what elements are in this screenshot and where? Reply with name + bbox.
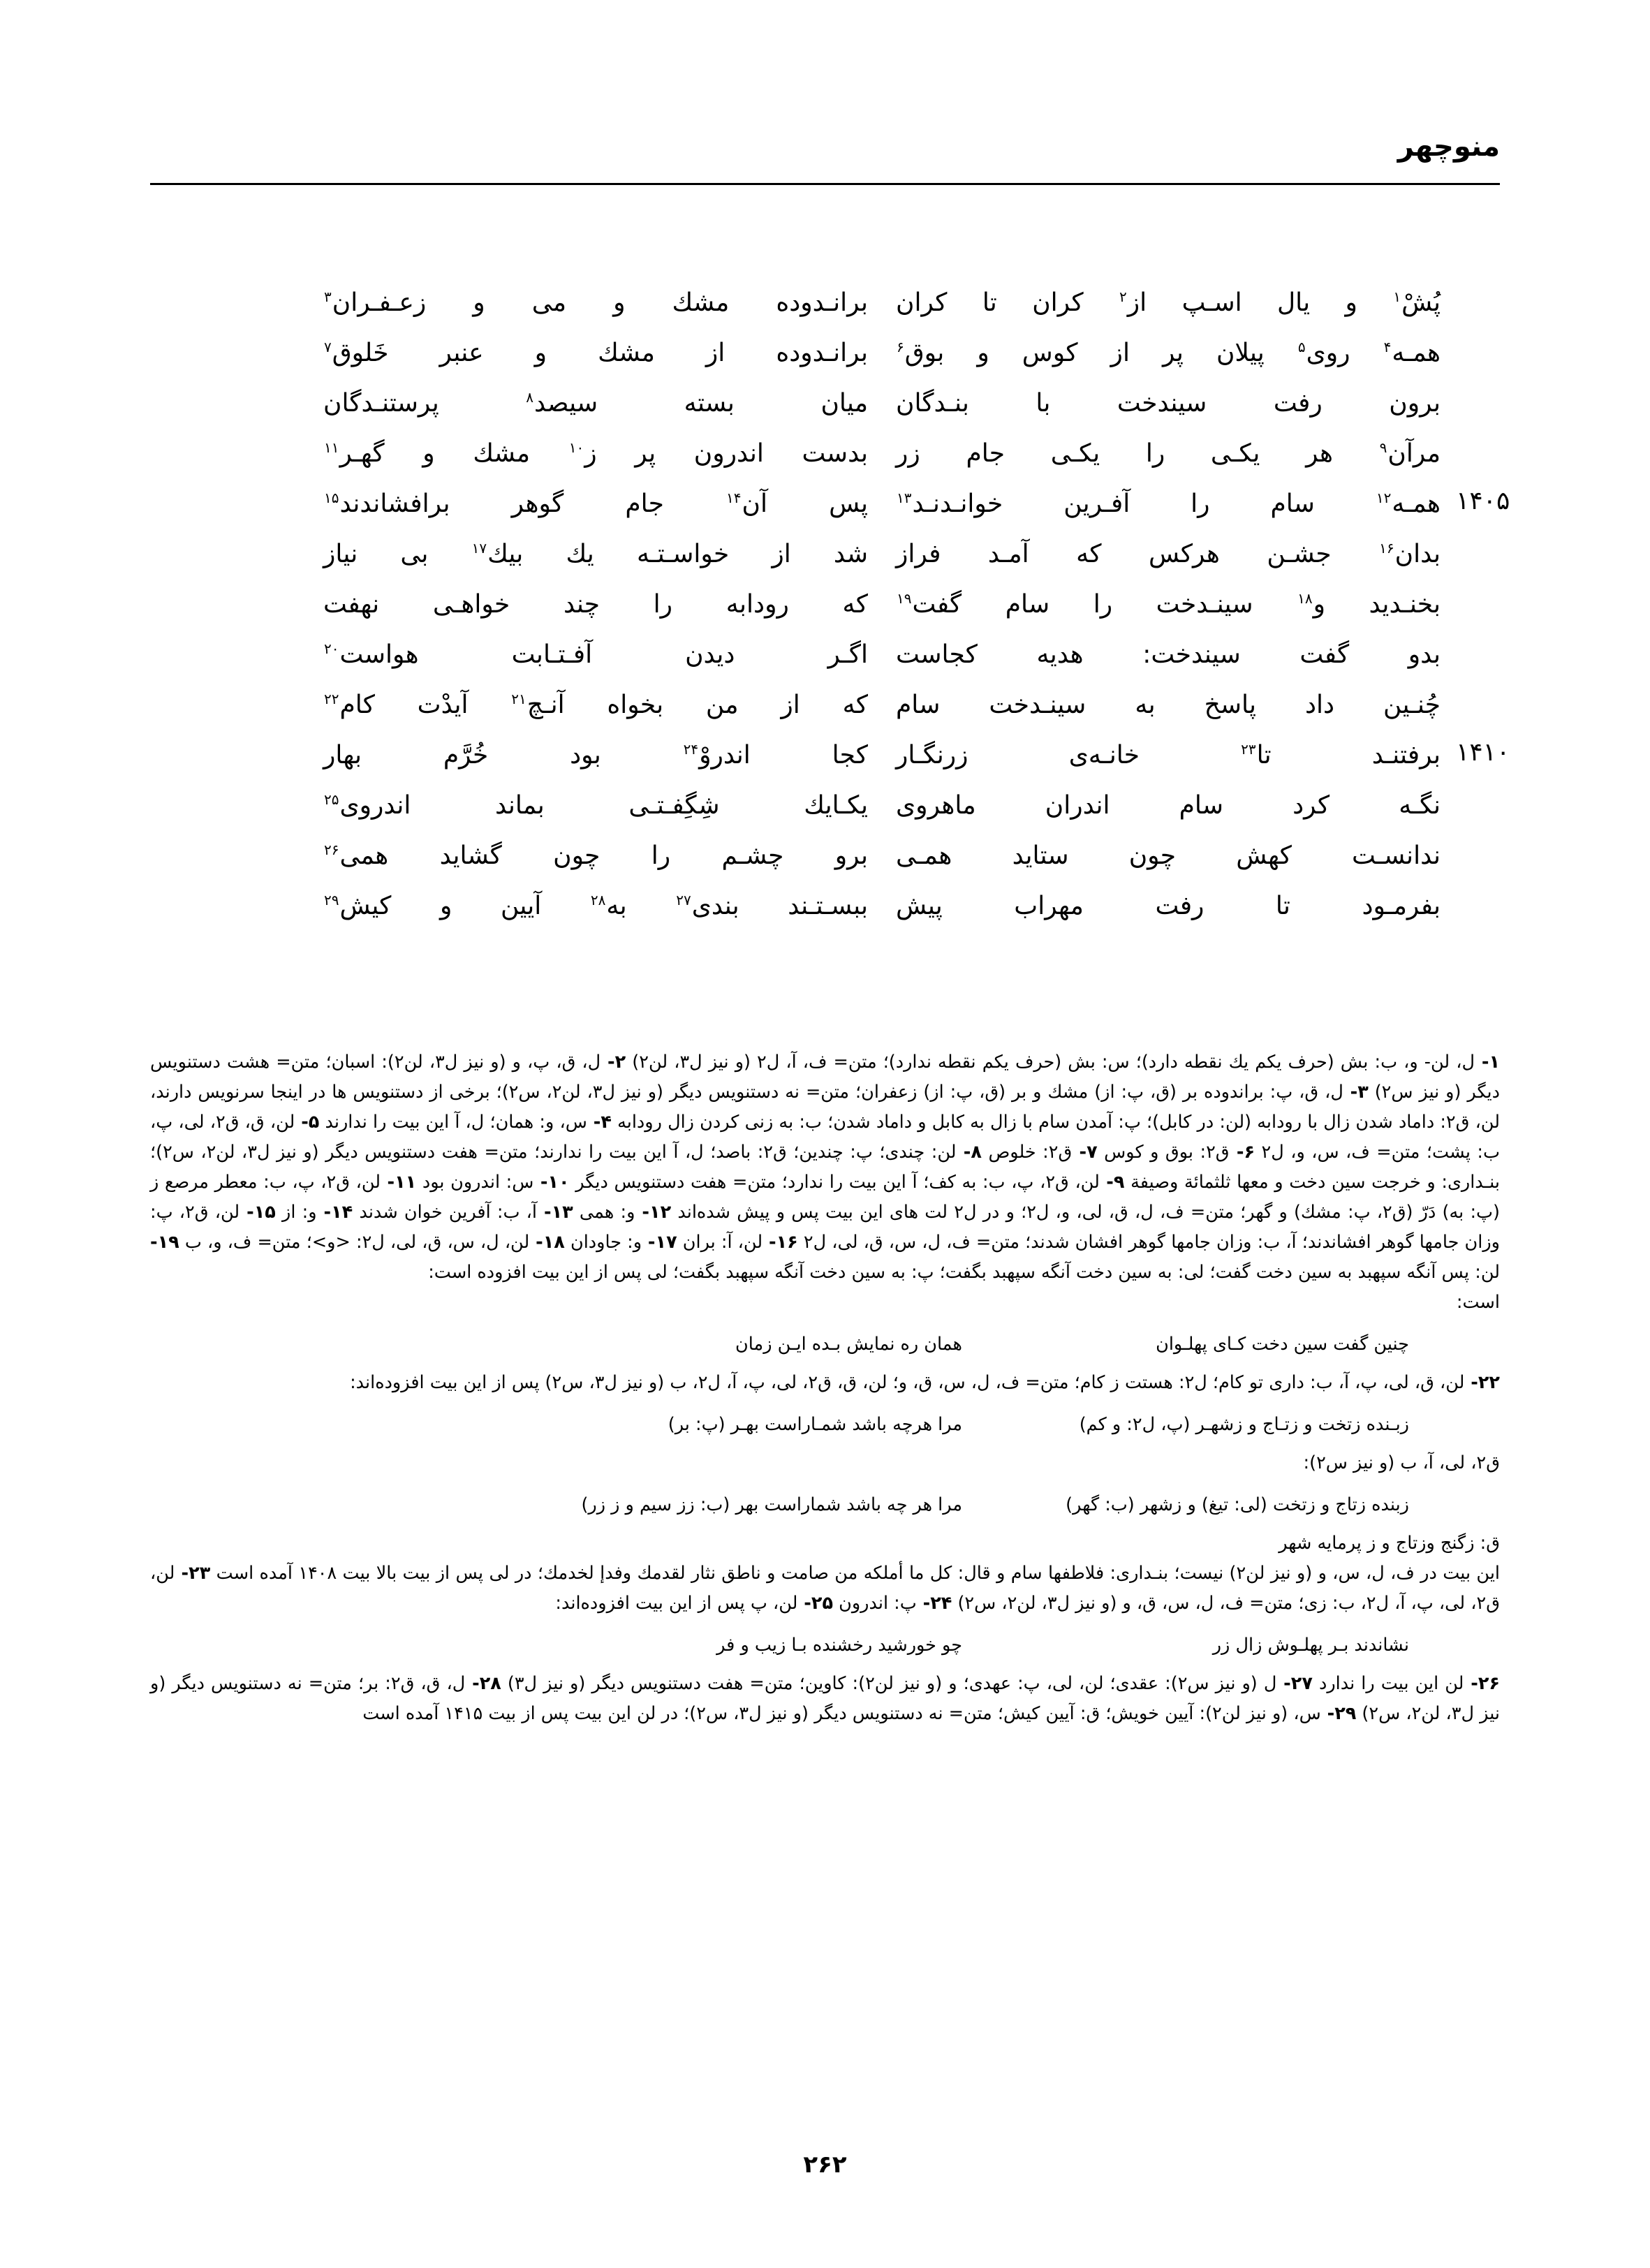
hemistich-left: اگـر دیدن آفـتـابت هواست$^{۲۰}$	[324, 640, 868, 669]
quoted-hemistich-first: زبـنده زتخت و زتـاج و زشهـر (پ، ل۲: و كم)	[1079, 1414, 1409, 1435]
verse-row	[209, 378, 1441, 429]
hemistich-right: مرآن$^۹$ هر یكـی را یكـی جام زر	[896, 439, 1441, 468]
verse-number: ۱۴۱۰	[1456, 738, 1510, 767]
quoted-hemistich-second: چو خورشید رخشنده بـا زیب و فر	[716, 1635, 962, 1656]
verse-row	[209, 278, 1441, 328]
header-rule	[150, 183, 1500, 185]
hemistich-left: كجا اندروْ$^{۲۴}$ بود خُرَّم بهار	[323, 741, 868, 770]
quoted-verse	[150, 1330, 1500, 1358]
apparatus-paragraph: ق: زگنج وزتاج و ز پرمایه شهر	[1279, 1533, 1500, 1554]
hemistich-right: بفرمـود تا رفت مهراب پیش	[896, 892, 1441, 920]
verse-row	[209, 831, 1441, 881]
hemistich-left: بدست اندرون پر ز$^{۱۰}$ مشك و گهـر$^{۱۱}$	[324, 439, 868, 468]
hemistich-right: نگـه كرد سام اندران ماهروی	[896, 791, 1441, 820]
verse-row	[209, 630, 1441, 680]
hemistich-left: كه از من بخواه آنـچ$^{۲۱}$ آیدْت كام$^{۲۲}$	[324, 691, 869, 719]
hemistich-right: همـه$^۴$ روی$^۵$ پیلان پر از کوس و بوق$^۶$	[897, 339, 1441, 367]
hemistich-left: ببسـتـند بندی$^{۲۷}$ به$^{۲۸}$ آیین و كیش$^{۲۹}$	[324, 892, 868, 920]
hemistich-right: بخنـدید و$^{۱۸}$ سینـدخت را سام گفت$^{۱۹}$	[897, 590, 1441, 619]
quoted-hemistich-second: مرا هر چه باشد شماراست بهر (ب: زز سیم و ز زر)	[581, 1494, 962, 1515]
quoted-hemistich-first: زبنده زتاج و زتخت (لی: تیغ) و زشهر (ب: گهر)	[1066, 1494, 1409, 1515]
hemistich-left: پس آن$^{۱۴}$ جام گوهر برافشاندند$^{۱۵}$	[324, 489, 868, 518]
apparatus-paragraph: ۲۲- لن، ق، لی، پ، آ، ب: داری تو كام؛ ل۲: هستت ز كام؛ متن= ف، ل، س، ق، و؛ لن، ق، ق۲، لی، پ، آ، ل۲، ب (و نیز ل۳، س۲) پس از این بیت افزوده‌اند:	[350, 1372, 1500, 1393]
apparatus-paragraph: این بیت در ف، ل، س، و (و نیز لن۲) نیست؛ بنـداری: فلاطفها سام و قال: كل ما أملكه من صامت و ناطق نثار لقدمك وفدإ لخدمك؛ در لی پس از بیت بالا بیت ۱۴۰۸ آمده است ۲۳- لن، ق۲، لی، پ، آ، ل۲، ب: زی؛ متن= ف، ل، س، ق، و (و نیز ل۳، لن۲، س۲) ۲۴- پ: اندرون ۲۵- لن، پ پس از این بیت افزوده‌اند:	[150, 1563, 1501, 1614]
hemistich-right: پُشْ$^۱$ و یال اسـپ از$^۲$ کران تا کران	[896, 288, 1441, 317]
quoted-verse	[150, 1411, 1500, 1438]
apparatus-paragraph: ق۲، لی، آ، ب (و نیز س۲):	[1303, 1452, 1500, 1473]
hemistich-right: برفتنـد تا$^{۲۳}$ خانـه‌ی زرنگـار	[896, 741, 1441, 770]
hemistich-left: برو چشـم را چون گشاید همی$^{۲۶}$	[324, 841, 868, 870]
apparatus-tail-note: است:	[1456, 1292, 1500, 1313]
verse-row	[209, 730, 1510, 781]
apparatus-paragraph: ۱- ل، لن- و، ب: بش (حرف یكم یك نقطه دارد)؛ س: بش (حرف یكم نقطه ندارد)؛ متن= ف، آ، ل۲ (و نیز ل۳، لن۲) ۲- ل، ق، پ، و (و نیز ل۳، لن۲): اسبان؛ متن= هشت دستنویس دیگر (و نیز س۲) ۳- ل، ق، پ: براندوده بر (ق، پ: از) مشك و بر (ق، پ: از) زعفران؛ متن= نه دستنویس دیگر (و نیز ل۳، لن۲، س۲)؛ برخی از دستنویس ها در اینجا سرنویس دارند، لن، ق۲: داماد شدن زال با رودابه (لن: در كابل)؛ پ: آمدن سام با زال به كابل و داماد شدن؛ ب: به زنی كردن زال رودابه ۴- س، و: همان؛ ل، آ این بیت را ندارند ۵- لن، ق، ق۲، لی، پ، ب: پشت؛ متن= ف، س، و، ل۲ ۶- ق۲: بوق و كوس ۷- ق۲: خلوص ۸- لن: چندی؛ پ: چندین؛ ق۲: باصد؛ ل، آ این بیت را ندارند؛ متن= هفت دستنویس دیگر (و نیز ل۳، لن۲، س۲)؛ بنـداری: و خرجت سین دخت و معها ثلثمائة وصیفة ۹- لن، ق۲، پ، ب: به كف؛ آ این بیت را ندارد؛ متن= هفت دستنویس دیگر ۱۰- س: اندرون بود ۱۱- لن، ق۲، پ، ب: معطر مرصع ز (پ: به) دَرّ (ق۲، پ: مشك) و گهر؛ متن= ف، ل، ق، لی، و، ل۲؛ و در ل۲ لت های این بیت پس و پیش شده‌اند ۱۲- و: همی ۱۳- آ، ب: آفرین خوان شدند ۱۴- و: از ۱۵- لن، ق۲، پ: وزان جامها گوهر افشاندند؛ آ، ب: وزان جامها گوهر افشان شدند؛ متن= ف، ل، س، ق، لی، ل۲ ۱۶- لن، آ: بران ۱۷- و: جاودان ۱۸- لن، ل، س، ق، لی، ل۲: <و>؛ متن= ف، و، ب ۱۹- لن: پس آنگه سپهبد به سین دخت گفت؛ لی: به سین دخت آنگه سپهبد بگفت؛ پ: به سین دخت آنگه سپهبد بگفت؛ لی پس از این بیت افزوده است:	[150, 1052, 1501, 1283]
quoted-verse	[150, 1631, 1500, 1659]
hemistich-left: برانـدوده مشك و می و زعـفـران$^۳$	[324, 288, 868, 317]
verse-number: ۱۴۰۵	[1456, 487, 1510, 515]
hemistich-left: برانـدوده از مشك و عنبر خَلوق$^۷$	[324, 339, 868, 367]
hemistich-right: بدو گفت سیندخت: هدیه كجاست	[896, 640, 1441, 669]
verse-row	[209, 328, 1441, 378]
apparatus-paragraph: ۲۶- لن این بیت را ندارد ۲۷- ل (و نیز س۲): عقدی؛ لن، لی، پ: عهدی؛ و (و نیز لن۲): كاوین؛ متن= هفت دستنویس دیگر (و نیز ل۳) ۲۸- ل، ق، ق۲: بر؛ متن= نه دستنویس دیگر (و نیز ل۳، لن۲، س۲) ۲۹- س، (و نیز لن۲): آیین خویش؛ ق: آیین كیش؛ متن= نه دستنویس دیگر (و نیز ل۳، س۲)؛ در لن این بیت پس از بیت ۱۴۱۵ آمده است	[150, 1673, 1500, 1724]
quoted-hemistich-second: مرا هرچه باشد شمـاراست بهـر (پ: بر)	[668, 1414, 962, 1435]
verse-block	[209, 278, 1510, 932]
hemistich-left: كه رودابه را چند خواهـی نهفت	[323, 590, 868, 619]
verse-row	[209, 479, 1510, 529]
verse-row	[209, 881, 1441, 932]
hemistich-right: بدان$^{۱۶}$ جشـن هركس كه آمـد فراز	[896, 540, 1441, 568]
hemistich-left: میان بسته سیصد$^۸$ پرستنـدگان	[323, 389, 868, 418]
hemistich-right: ندانسـت كهش چون ستاید همـی	[896, 841, 1441, 870]
verse-row	[209, 429, 1441, 479]
quoted-hemistich-second: همان ره نمایش بـده ایـن زمان	[735, 1334, 962, 1355]
apparatus-criticus	[150, 1047, 1500, 1729]
verse-row	[209, 580, 1441, 630]
quoted-verse	[150, 1491, 1500, 1519]
verse-row	[209, 781, 1441, 831]
verse-row	[209, 680, 1441, 730]
quoted-hemistich-first: نشاندند بـر پهلـوش زال زر	[1212, 1635, 1409, 1656]
hemistich-right: همـه$^{۱۲}$ سام را آفـرین خوانـدنـد$^{۱۳}$	[897, 489, 1441, 518]
hemistich-right: برون رفت سیندخت با بنـدگان	[896, 389, 1441, 418]
hemistich-left: شد از خواسـتـه یك بیك$^{۱۷}$ بی نیاز	[323, 540, 868, 568]
hemistich-right: چُنـین داد پاسخ به سینـدخت سام	[896, 691, 1441, 719]
page-number: ۲۶۲	[803, 2151, 847, 2179]
running-head	[150, 133, 1500, 196]
running-head-title: منوچهر	[1397, 131, 1500, 163]
quoted-hemistich-first: چنین گفت سین دخت كـای پهلـوان	[1156, 1334, 1409, 1355]
verse-row	[209, 529, 1441, 580]
hemistich-left: یكـایك شِگِفـتـی بماند اندروی$^{۲۵}$	[324, 791, 868, 820]
